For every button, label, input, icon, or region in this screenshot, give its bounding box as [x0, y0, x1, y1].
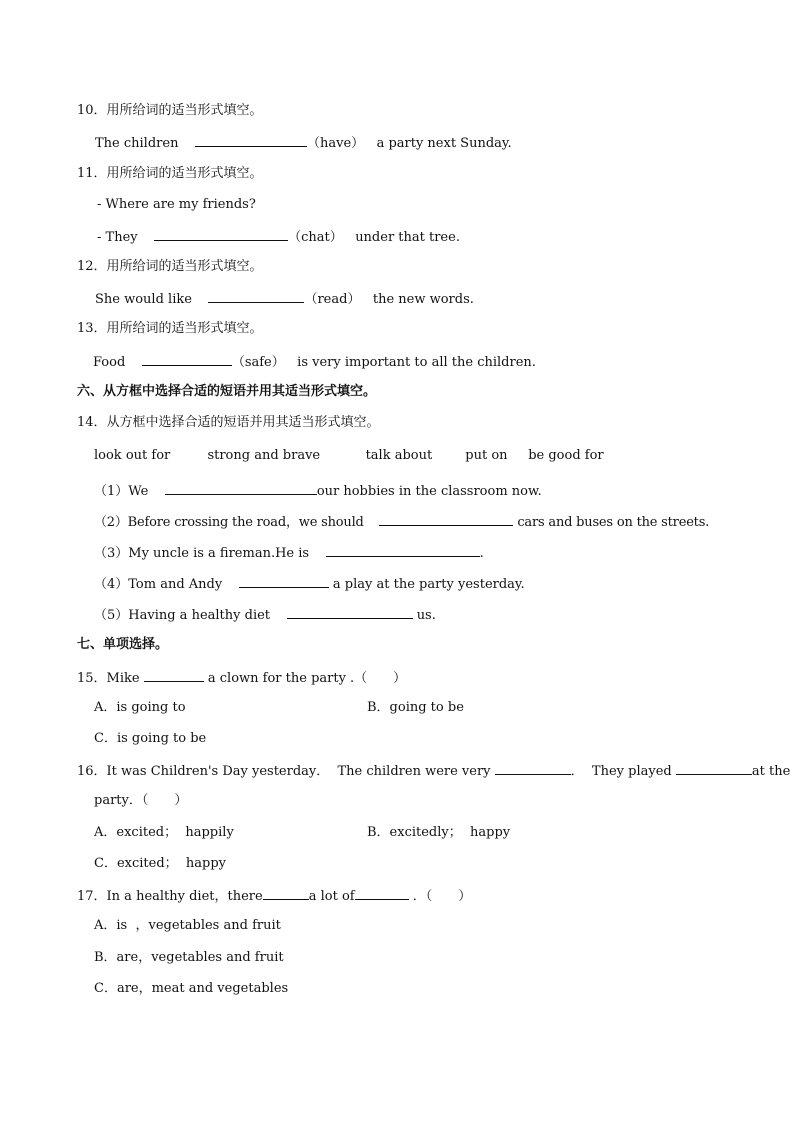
q17-text-b: a lot of: [308, 889, 355, 904]
q11-text-b: under that tree.: [355, 230, 460, 245]
q15-option-c[interactable]: C．is going to be: [94, 731, 207, 746]
q16-blank-1: [495, 762, 571, 775]
q15-option-a[interactable]: A．is going to: [94, 700, 186, 715]
q15-text-a: 15．Mike: [77, 671, 140, 686]
q14-item-tail: cars and buses on the streets.: [517, 515, 710, 530]
q17-blank-1: [263, 887, 309, 900]
phrase: put on: [465, 448, 508, 463]
q12-text-a: She would like: [95, 292, 192, 307]
q11-stem: 11．用所给词的适当形式填空。: [77, 166, 263, 181]
q16-text-a: 16．It was Children's Day yesterday． The children were very: [77, 764, 491, 779]
q11-text-a: - They: [97, 230, 138, 245]
q13-stem: 13．用所给词的适当形式填空。: [77, 321, 263, 336]
q13-text-b: is very important to all the children.: [297, 355, 536, 370]
q13-hint: （safe）: [231, 355, 285, 370]
q10-sentence: [95, 134, 512, 152]
q14-item-4: [94, 575, 525, 593]
q14-item-5: [94, 606, 436, 624]
q11-blank[interactable]: [154, 228, 288, 241]
q12-text-b: the new words.: [372, 292, 474, 307]
q14-item-tail: us.: [416, 608, 436, 623]
phrase: look out for: [94, 448, 171, 463]
q17-text-c: ．（ ）: [412, 889, 472, 904]
q17-stem: [77, 887, 471, 905]
q15-blank: [144, 669, 204, 682]
q10-stem: 10．用所给词的适当形式填空。: [77, 103, 263, 118]
q12-stem: 12．用所给词的适当形式填空。: [77, 259, 263, 274]
q14-item-1: [94, 482, 542, 500]
q17-option-c[interactable]: C．are，meat and vegetables: [94, 981, 289, 996]
q15-text-b: a clown for the party .（ ）: [207, 671, 407, 686]
q14-blank-3[interactable]: [326, 544, 480, 557]
q14-blank-1[interactable]: [165, 482, 317, 495]
q14-phrase-box: [94, 448, 604, 464]
q17-option-a[interactable]: A．is ，vegetables and fruit: [94, 918, 281, 933]
phrase: strong and brave: [207, 448, 321, 463]
q14-blank-2[interactable]: [379, 513, 513, 526]
section-7-heading: 七、单项选择。: [77, 637, 169, 652]
q13-blank[interactable]: [142, 353, 232, 366]
q16-text-c: at the: [751, 764, 791, 779]
q13-text-a: Food: [93, 355, 126, 370]
q14-blank-4[interactable]: [239, 575, 329, 588]
q11-dialog-line1: - Where are my friends?: [97, 197, 256, 212]
q14-item-tail: a play at the party yesterday.: [332, 577, 525, 592]
phrase: be good for: [528, 448, 604, 463]
q16-stem: [77, 762, 790, 780]
q14-item-tail: our hobbies in the classroom now.: [316, 484, 542, 499]
q10-text-b: a party next Sunday.: [376, 136, 512, 151]
q16-text-b: ． They played: [570, 764, 672, 779]
phrase: talk about: [365, 448, 433, 463]
q11-sentence: [97, 228, 460, 246]
q16-option-b[interactable]: B．excitedly； happy: [367, 825, 511, 840]
q14-item-2: [94, 513, 709, 531]
q14-item-text: （2）Before crossing the road，we should: [94, 515, 364, 530]
q14-item-text: （4）Tom and Andy: [94, 577, 223, 592]
q16-option-a[interactable]: A．excited； happily: [94, 825, 234, 840]
q10-blank[interactable]: [195, 134, 307, 147]
q16-stem-continued: party．（ ）: [94, 793, 188, 808]
q10-hint: （have）: [306, 136, 365, 151]
q12-hint: （read）: [304, 292, 361, 307]
q12-blank[interactable]: [208, 290, 304, 303]
q10-text-a: The children: [95, 136, 179, 151]
q14-item-text: （5）Having a healthy diet: [94, 608, 271, 623]
q14-item-text: （3）My uncle is a fireman.He is: [94, 546, 310, 561]
q16-option-c[interactable]: C．excited； happy: [94, 856, 227, 871]
q14-blank-5[interactable]: [287, 606, 413, 619]
q11-hint: （chat）: [288, 230, 343, 245]
q17-option-b[interactable]: B．are，vegetables and fruit: [94, 950, 284, 965]
q17-blank-2: [355, 887, 409, 900]
q17-text-a: 17．In a healthy diet，there: [77, 889, 263, 904]
q14-item-tail: .: [479, 546, 484, 561]
q15-option-b[interactable]: B．going to be: [367, 700, 464, 715]
section-6-heading: 六、从方框中选择合适的短语并用其适当形式填空。: [77, 384, 377, 399]
q14-stem: 14．从方框中选择合适的短语并用其适当形式填空。: [77, 415, 380, 430]
q14-item-text: （1）We: [94, 484, 149, 499]
q14-item-3: [94, 544, 484, 562]
q16-blank-2: [676, 762, 752, 775]
q15-stem: [77, 669, 406, 687]
q12-sentence: [95, 290, 474, 308]
q13-sentence: [93, 353, 536, 371]
